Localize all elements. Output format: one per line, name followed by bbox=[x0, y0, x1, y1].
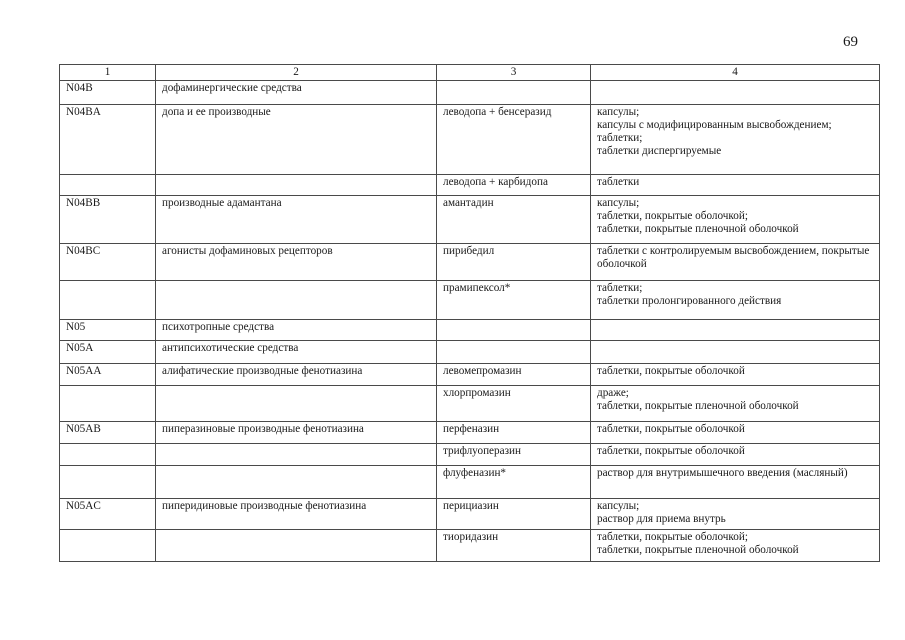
table-row bbox=[60, 196, 880, 244]
drug-name-cell: перициазин bbox=[437, 499, 591, 530]
atc-group-cell: алифатические производные фенотиазина bbox=[156, 364, 437, 386]
drug-name-cell: тиоридазин bbox=[437, 530, 591, 562]
table-row bbox=[60, 320, 880, 341]
drug-name-cell: амантадин bbox=[437, 196, 591, 244]
atc-group-cell: дофаминергические средства bbox=[156, 81, 437, 105]
dosage-forms-cell bbox=[591, 244, 880, 281]
table-row bbox=[60, 499, 880, 530]
dosage-form-line: таблетки пролонгированного действия bbox=[597, 295, 782, 307]
atc-code-cell: N05AA bbox=[60, 364, 156, 386]
table-body bbox=[60, 81, 880, 562]
table-row bbox=[60, 444, 880, 466]
table-header-row bbox=[60, 65, 880, 81]
dosage-form-line: капсулы; bbox=[597, 197, 640, 209]
atc-code-cell: N04BB bbox=[60, 196, 156, 244]
dosage-forms-cell bbox=[591, 499, 880, 530]
drug-name-cell bbox=[437, 81, 591, 105]
drug-name-cell: хлорпромазин bbox=[437, 386, 591, 422]
dosage-form-line: таблетки, покрытые пленочной оболочкой bbox=[597, 544, 799, 556]
dosage-form-line: таблетки; bbox=[597, 132, 643, 144]
dosage-forms-cell bbox=[591, 386, 880, 422]
atc-code-cell bbox=[60, 466, 156, 499]
dosage-form-line: драже; bbox=[597, 387, 629, 399]
dosage-form-line: таблетки с контролируемым высвобождением, покрытые оболочкой bbox=[597, 245, 870, 270]
table-row bbox=[60, 81, 880, 105]
atc-group-cell bbox=[156, 466, 437, 499]
atc-code-cell bbox=[60, 530, 156, 562]
dosage-forms-cell bbox=[591, 530, 880, 562]
atc-group-cell: производные адамантана bbox=[156, 196, 437, 244]
dosage-form-line: раствор для приема внутрь bbox=[597, 513, 726, 525]
dosage-forms-cell bbox=[591, 105, 880, 175]
dosage-form-line: таблетки, покрытые оболочкой; bbox=[597, 210, 748, 222]
dosage-forms-cell bbox=[591, 341, 880, 364]
atc-code-cell: N04BA bbox=[60, 105, 156, 175]
atc-code-cell bbox=[60, 444, 156, 466]
dosage-forms-cell bbox=[591, 444, 880, 466]
drug-name-cell bbox=[437, 320, 591, 341]
atc-code-cell: N05A bbox=[60, 341, 156, 364]
column-header: 1 bbox=[60, 65, 156, 81]
atc-group-cell bbox=[156, 175, 437, 196]
dosage-form-line: капсулы; bbox=[597, 500, 640, 512]
table-row bbox=[60, 422, 880, 444]
atc-code-cell: N05AB bbox=[60, 422, 156, 444]
dosage-form-line: таблетки, покрытые оболочкой bbox=[597, 423, 745, 435]
atc-group-cell: пиперазиновые производные фенотиазина bbox=[156, 422, 437, 444]
drug-name-cell: левомепромазин bbox=[437, 364, 591, 386]
drug-name-cell: пирибедил bbox=[437, 244, 591, 281]
atc-code-cell bbox=[60, 281, 156, 320]
table-row bbox=[60, 530, 880, 562]
drug-table bbox=[59, 64, 880, 562]
table-row bbox=[60, 281, 880, 320]
dosage-form-line: таблетки диспергируемые bbox=[597, 145, 722, 157]
drug-name-cell bbox=[437, 341, 591, 364]
table-row bbox=[60, 175, 880, 196]
atc-code-cell bbox=[60, 175, 156, 196]
dosage-form-line: таблетки, покрытые пленочной оболочкой bbox=[597, 223, 799, 235]
atc-group-cell bbox=[156, 530, 437, 562]
table-row bbox=[60, 466, 880, 499]
dosage-forms-cell bbox=[591, 81, 880, 105]
atc-group-cell: допа и ее производные bbox=[156, 105, 437, 175]
atc-group-cell: пиперидиновые производные фенотиазина bbox=[156, 499, 437, 530]
dosage-forms-cell bbox=[591, 320, 880, 341]
atc-code-cell: N04B bbox=[60, 81, 156, 105]
atc-group-cell: антипсихотические средства bbox=[156, 341, 437, 364]
atc-group-cell bbox=[156, 444, 437, 466]
drug-name-cell: трифлуоперазин bbox=[437, 444, 591, 466]
table-row bbox=[60, 341, 880, 364]
page-number: 69 bbox=[843, 34, 858, 50]
column-header: 4 bbox=[591, 65, 880, 81]
atc-code-cell: N04BC bbox=[60, 244, 156, 281]
drug-name-cell: леводопа + карбидопа bbox=[437, 175, 591, 196]
column-header: 3 bbox=[437, 65, 591, 81]
dosage-form-line: таблетки; bbox=[597, 282, 643, 294]
dosage-forms-cell bbox=[591, 175, 880, 196]
atc-group-cell: психотропные средства bbox=[156, 320, 437, 341]
drug-name-cell: леводопа + бенсеразид bbox=[437, 105, 591, 175]
atc-group-cell bbox=[156, 281, 437, 320]
table-row bbox=[60, 364, 880, 386]
atc-code-cell bbox=[60, 386, 156, 422]
dosage-form-line: капсулы с модифицированным высвобождением; bbox=[597, 119, 832, 131]
dosage-forms-cell bbox=[591, 364, 880, 386]
dosage-forms-cell bbox=[591, 196, 880, 244]
atc-code-cell: N05AC bbox=[60, 499, 156, 530]
dosage-forms-cell bbox=[591, 422, 880, 444]
dosage-form-line: таблетки bbox=[597, 176, 640, 188]
dosage-form-line: таблетки, покрытые оболочкой; bbox=[597, 531, 748, 543]
drug-name-cell: прамипексол* bbox=[437, 281, 591, 320]
dosage-form-line: капсулы; bbox=[597, 106, 640, 118]
drug-name-cell: флуфеназин* bbox=[437, 466, 591, 499]
column-header: 2 bbox=[156, 65, 437, 81]
drug-name-cell: перфеназин bbox=[437, 422, 591, 444]
table-row bbox=[60, 244, 880, 281]
table-row bbox=[60, 105, 880, 175]
dosage-form-line: таблетки, покрытые оболочкой bbox=[597, 365, 745, 377]
dosage-forms-cell bbox=[591, 466, 880, 499]
atc-group-cell: агонисты дофаминовых рецепторов bbox=[156, 244, 437, 281]
dosage-forms-cell bbox=[591, 281, 880, 320]
atc-group-cell bbox=[156, 386, 437, 422]
dosage-form-line: таблетки, покрытые пленочной оболочкой bbox=[597, 400, 799, 412]
dosage-form-line: таблетки, покрытые оболочкой bbox=[597, 445, 745, 457]
dosage-form-line: раствор для внутримышечного введения (масляный) bbox=[597, 467, 848, 479]
atc-code-cell: N05 bbox=[60, 320, 156, 341]
table-row bbox=[60, 386, 880, 422]
